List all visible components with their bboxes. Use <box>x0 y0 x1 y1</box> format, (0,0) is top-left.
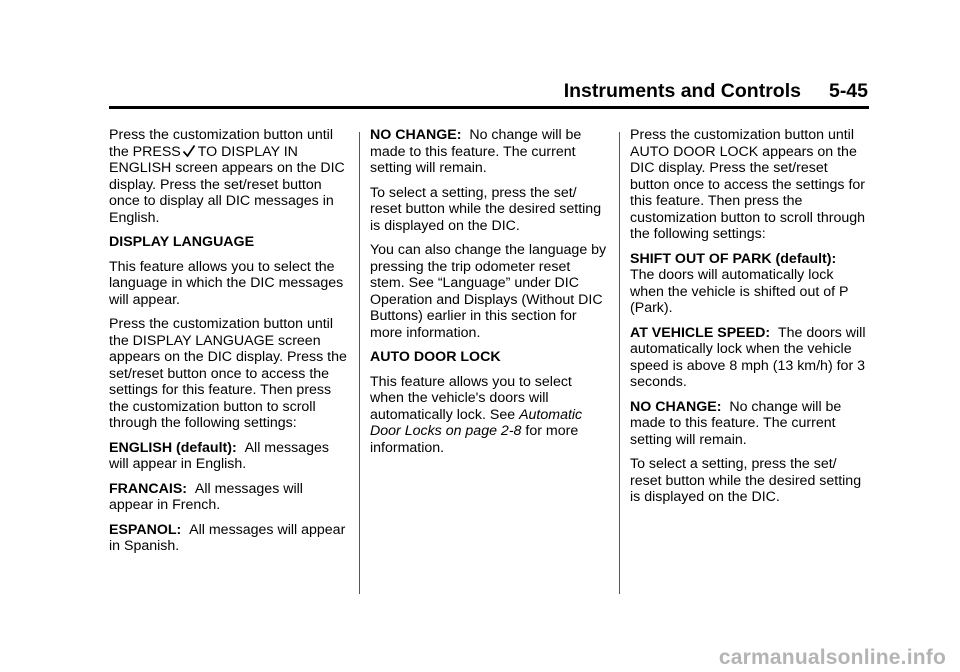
cross-reference-link[interactable]: Automatic Door Locks on page 2-8 <box>370 406 583 439</box>
column-2 <box>370 127 608 464</box>
setting-english: ENGLISH (default): All messages will appear in English. <box>109 439 329 472</box>
column-divider-2 <box>619 132 620 594</box>
page-header <box>564 80 868 103</box>
column-3 <box>630 127 868 514</box>
paragraph-select-setting: To select a setting, press the set/ reset button while the desired setting is displayed on the DIC. <box>370 184 602 234</box>
paragraph-english-screen: Press the customization button until the PRESS TO DISPLAY IN ENGLISH screen appears on the DIC display. Press the set/reset button once to display all DIC messages in English. <box>109 127 345 226</box>
paragraph-press-auto: Press the customization button until AUTO DOOR LOCK appears on the DIC display. Press the set/reset button once to access the settings for this feature. Then press the customization button to scroll through the following settings: <box>630 127 866 242</box>
setting-shift-out-of-park: SHIFT OUT OF PARK (default): The doors will automatically lock when the vehicle is shifted out of P (Park). <box>630 250 849 316</box>
setting-no-change-2: NO CHANGE: No change will be made to this feature. The current setting will remain. <box>630 398 842 448</box>
heading-auto-door-lock: AUTO DOOR LOCK <box>370 349 501 365</box>
checkmark-icon <box>182 144 196 158</box>
paragraph-scroll: Press the customization button until the DISPLAY LANGUAGE screen appears on the DIC display. Press the set/reset button once to access the settings for this feature. Then press the customization button to scroll through the following settings: <box>109 316 347 431</box>
section-title: Instruments and Controls <box>563 80 801 102</box>
header-rule <box>109 106 869 109</box>
column-divider-1 <box>359 132 360 594</box>
column-1 <box>109 127 347 563</box>
setting-espanol: ESPANOL: All messages will appear in Spanish. <box>109 521 346 554</box>
setting-no-change: NO CHANGE: No change will be made to this feature. The current setting will remain. <box>370 127 582 176</box>
paragraph-change-language: You can also change the language by pressing the trip odometer reset stem. See “Language” under DIC Operation and Displays (Without DIC Buttons) earlier in this section for more information. <box>370 242 607 341</box>
setting-at-vehicle-speed: AT VEHICLE SPEED: The doors will automatically lock when the vehicle speed is above 8 mph (13 km/h) for 3 seconds. <box>630 324 866 390</box>
heading-display-language: DISPLAY LANGUAGE <box>109 234 255 250</box>
paragraph-feature: This feature allows you to select the language in which the DIC messages will appear. <box>109 258 344 308</box>
setting-francais: FRANCAIS: All messages will appear in French. <box>109 480 303 513</box>
watermark: carmanualsonline.info <box>718 646 946 669</box>
paragraph-auto-door-lock: This feature allows you to select when the vehicle's doors will automatically lock. See Automatic Door Locks on page 2-8 for more information. <box>370 373 583 456</box>
paragraph-select-setting-2: To select a setting, press the set/ reset button while the desired setting is displayed on the DIC. <box>630 456 862 505</box>
page-number: 5-45 <box>828 80 868 102</box>
